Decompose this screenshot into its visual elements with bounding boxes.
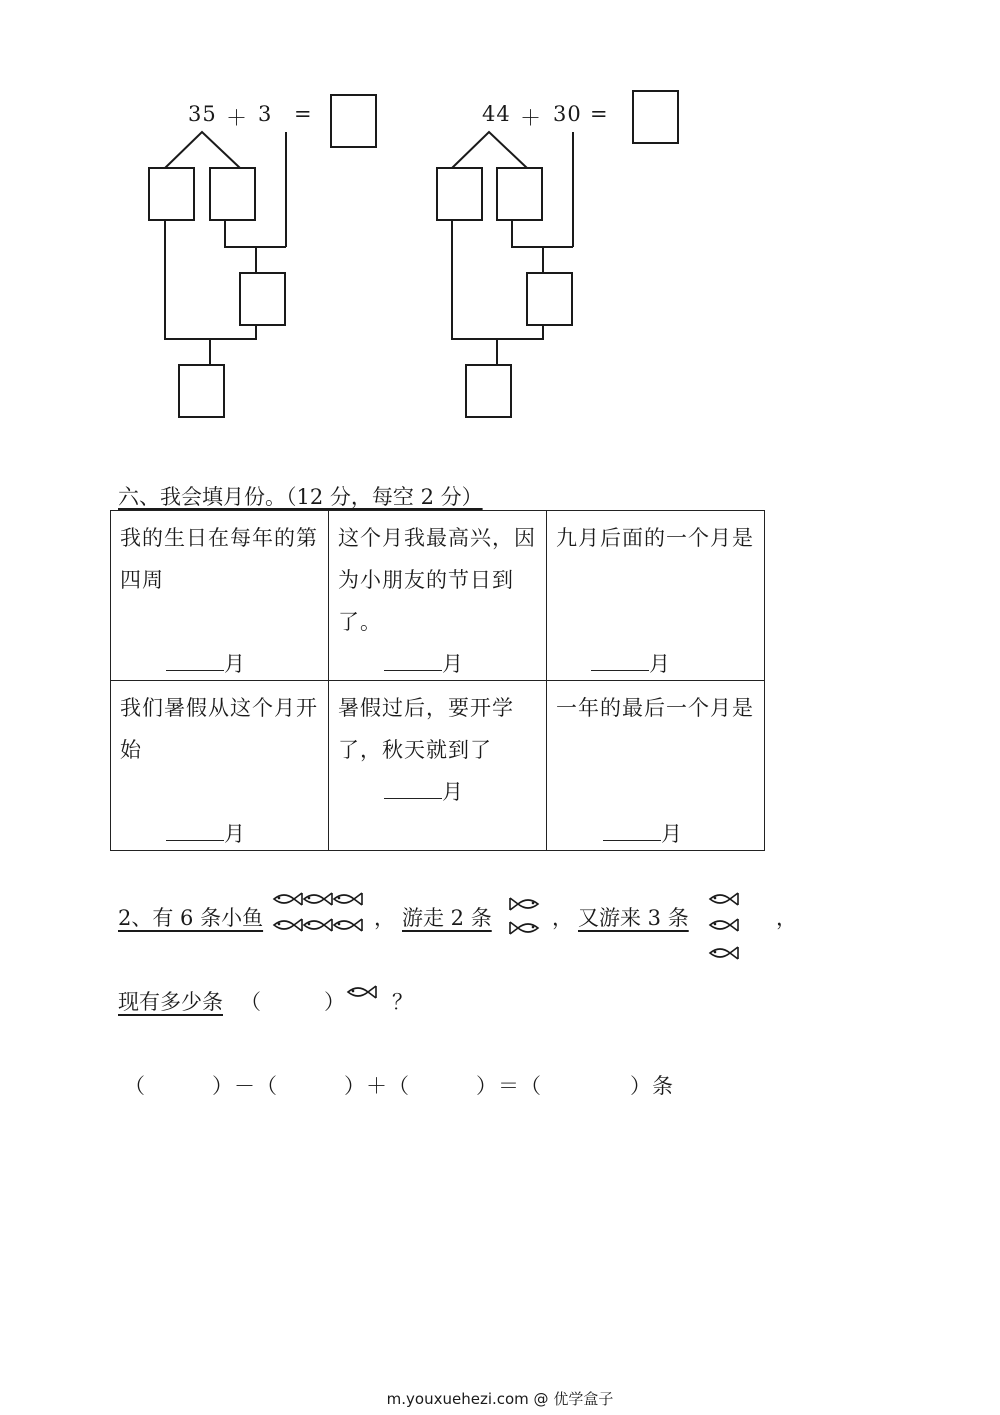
months-table <box>110 510 765 851</box>
fish-icon <box>304 919 332 931</box>
month-unit: 月 <box>649 652 670 676</box>
month-unit: 月 <box>224 822 245 846</box>
q2-part1: 2、有 6 条小鱼 <box>118 906 264 930</box>
month-prompt-4: 我们暑假从这个月开始 <box>120 696 318 762</box>
split-box-right-1 <box>437 168 482 220</box>
result-box-left <box>179 365 224 417</box>
blank-line[interactable] <box>384 648 442 671</box>
month-answer-4[interactable] <box>166 813 245 855</box>
equation-left-a: 35 <box>188 102 217 126</box>
fish-icon <box>710 947 738 959</box>
fish-icon-group-two <box>508 894 544 942</box>
q2-ask: 现有多少条 <box>118 990 223 1014</box>
month-answer-1[interactable] <box>166 643 245 685</box>
blank-line[interactable] <box>384 776 442 799</box>
fish-icon <box>334 893 362 905</box>
result-box-right <box>466 365 511 417</box>
month-answer-5[interactable] <box>384 771 463 813</box>
blank-line[interactable] <box>603 818 661 841</box>
fish-icon <box>348 986 376 998</box>
q2-comma2: ， <box>552 906 573 930</box>
fish-icon <box>274 919 302 931</box>
month-cell-2 <box>329 511 547 681</box>
month-cell-5 <box>329 681 547 851</box>
month-cell-4 <box>111 681 329 851</box>
fish-icon <box>710 919 738 931</box>
equation-left-op: ＋ <box>226 106 248 130</box>
month-unit: 月 <box>661 822 682 846</box>
equation-left-b: 3 <box>258 102 273 126</box>
equation-right-equals: = <box>590 102 609 126</box>
fish-icon <box>334 919 362 931</box>
q2-comma3: ， <box>776 906 797 930</box>
decomposition-diagrams <box>0 0 1000 440</box>
fish-icon <box>710 893 738 905</box>
fish-icon-group-six <box>270 889 364 937</box>
section-6-points: （12 分，每空 2 分） <box>286 485 483 509</box>
blank-line[interactable] <box>166 818 224 841</box>
month-cell-3 <box>547 511 765 681</box>
split-box-left-2 <box>210 168 255 220</box>
section-6-heading: 六、我会填月份。 <box>118 485 286 509</box>
answer-box-right <box>633 91 678 143</box>
section-6-title <box>118 481 483 511</box>
month-answer-2[interactable] <box>384 643 463 685</box>
q2-part2: 游走 2 条 <box>402 906 492 930</box>
answer-box-left <box>331 95 376 147</box>
equation-right-op: ＋ <box>520 106 542 130</box>
month-prompt-6: 一年的最后一个月是 <box>556 696 754 720</box>
blank-line[interactable] <box>166 648 224 671</box>
month-unit: 月 <box>224 652 245 676</box>
q2-part3: 又游来 3 条 <box>578 906 689 930</box>
fish-icon <box>510 898 538 910</box>
split-box-left-1 <box>149 168 194 220</box>
month-prompt-2: 这个月我最高兴，因为小朋友的节日到了。 <box>338 526 536 634</box>
split-box-right-2 <box>497 168 542 220</box>
fish-icon-single <box>344 982 380 1004</box>
q2-comma1: ， <box>374 906 395 930</box>
equation-right-a: 44 <box>482 102 511 126</box>
month-prompt-3: 九月后面的一个月是 <box>556 526 754 550</box>
q2-answer-paren[interactable]: （ ） <box>240 990 345 1014</box>
equation-left-equals: = <box>294 102 313 126</box>
month-unit: 月 <box>442 652 463 676</box>
equation-right-b: 30 <box>553 102 582 126</box>
month-prompt-1: 我的生日在每年的第四周 <box>120 526 318 592</box>
fish-icon <box>510 922 538 934</box>
partial-sum-box-right <box>527 273 572 325</box>
q2-equation[interactable]: （ ）－（ ）＋（ ）＝（ ）条 <box>124 1074 674 1098</box>
fish-icon <box>274 893 302 905</box>
q2-question-mark: ？ <box>392 990 413 1014</box>
month-answer-6[interactable] <box>603 813 682 855</box>
month-cell-1 <box>111 511 329 681</box>
partial-sum-box-left <box>240 273 285 325</box>
page-footer: m.youxuehezi.com @ 优学盒子 <box>386 1390 614 1408</box>
month-cell-6 <box>547 681 765 851</box>
blank-line[interactable] <box>591 648 649 671</box>
fish-icon <box>304 893 332 905</box>
month-unit: 月 <box>442 780 463 804</box>
month-answer-3[interactable] <box>591 643 670 685</box>
fish-icon-group-three <box>706 889 742 965</box>
month-prompt-5: 暑假过后，要开学了，秋天就到了 <box>338 696 514 762</box>
